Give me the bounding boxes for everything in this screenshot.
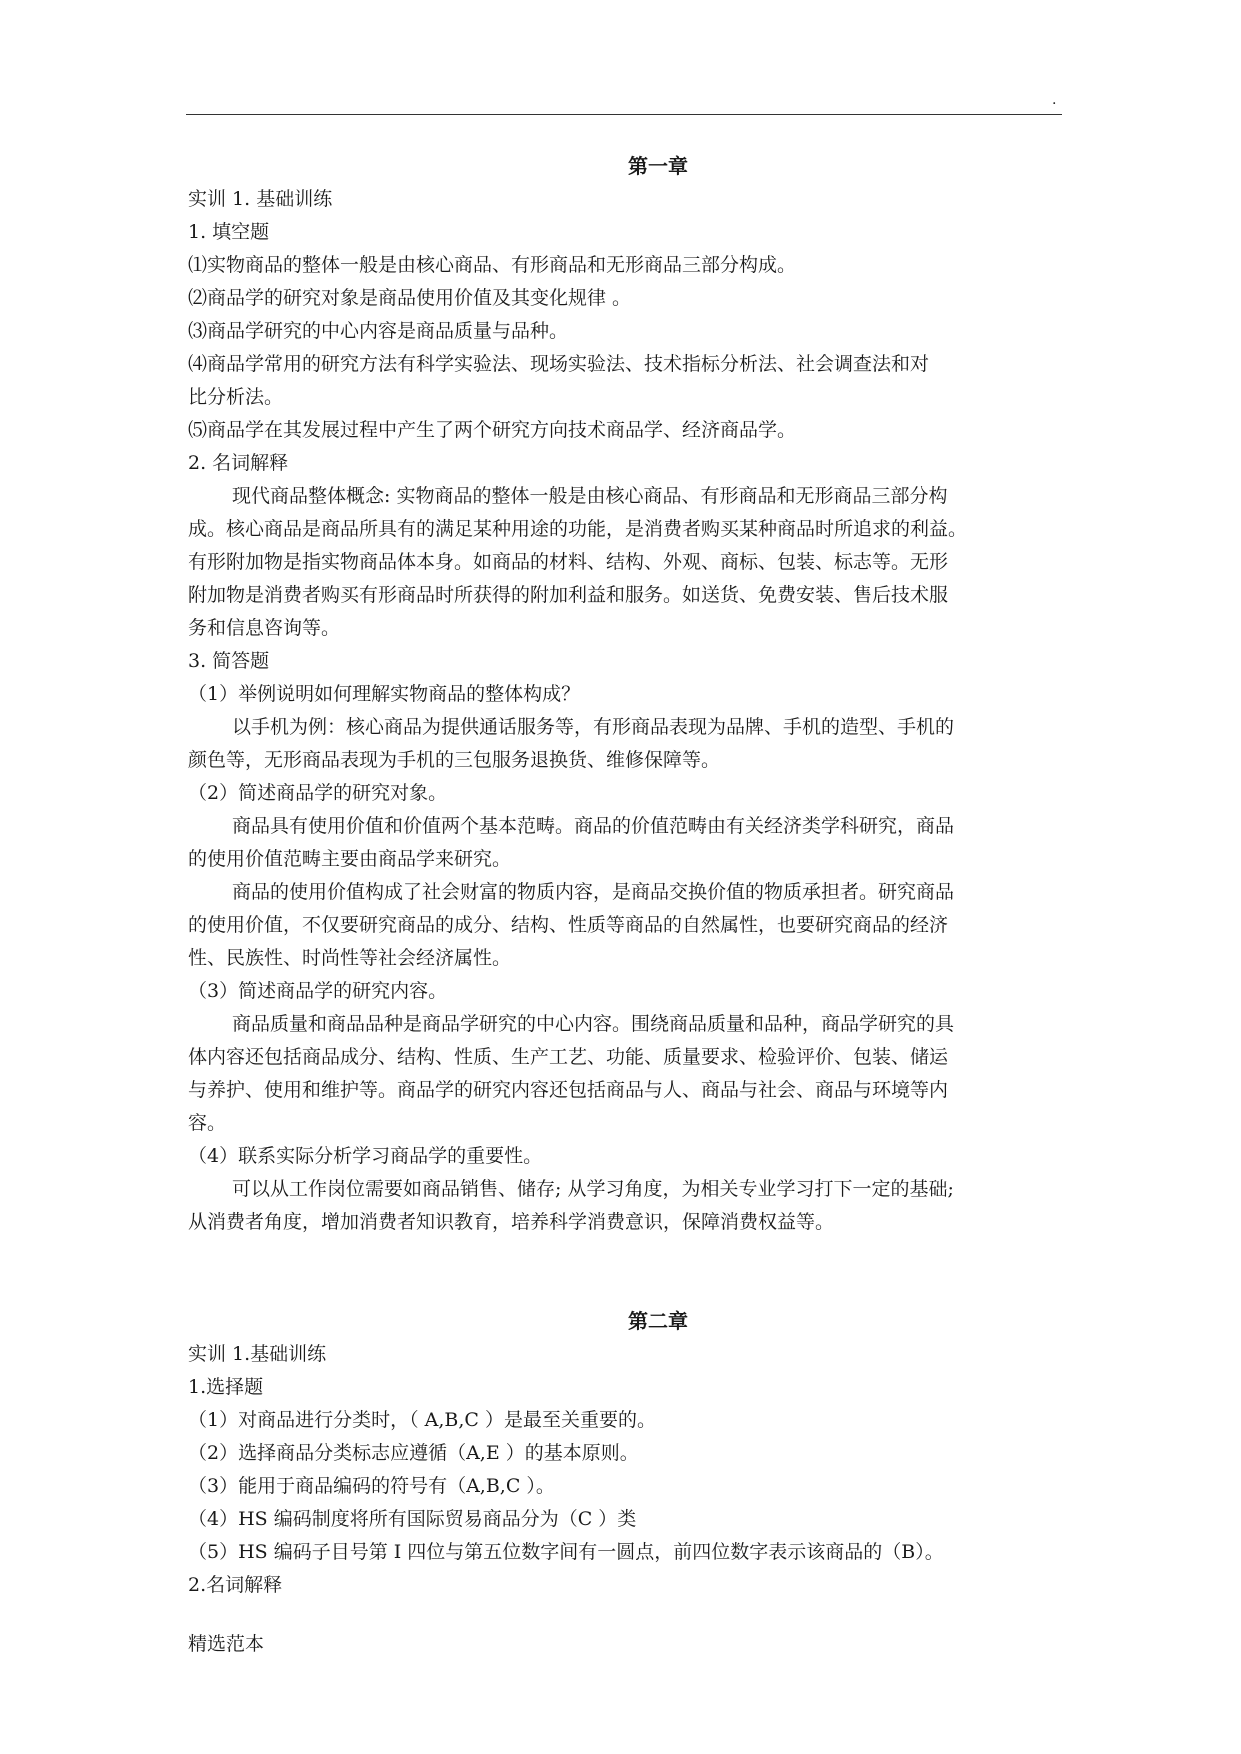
choice-item: （2）选择商品分类标志应遵循（A,E ）的基本原则。: [188, 1442, 639, 1464]
term-explanation-line: 有形附加物是指实物商品体本身。如商品的材料、结构、外观、商标、包装、标志等。无形: [188, 551, 949, 573]
choice-item: （5）HS 编码子目号第 I 四位与第五位数字间有一圆点，前四位数字表示该商品的（B）。: [188, 1541, 944, 1563]
term-explanation-heading: 2. 名词解释: [188, 452, 289, 474]
answer-3-line: 商品质量和商品品种是商品学研究的中心内容。围绕商品质量和品种，商品学研究的具: [232, 1013, 955, 1035]
answer-2-line: 商品具有使用价值和价值两个基本范畴。商品的价值范畴由有关经济类学科研究，商品: [232, 815, 955, 837]
footer-label: 精选范本: [188, 1633, 265, 1655]
chapter-2-training: 实训 1.基础训练: [188, 1343, 327, 1365]
answer-3-line: 与养护、使用和维护等。商品学的研究内容还包括商品与人、商品与社会、商品与环境等内: [188, 1079, 949, 1101]
question-2: （2）简述商品学的研究对象。: [188, 782, 448, 804]
fill-blank-item: ⑶商品学研究的中心内容是商品质量与品种。: [188, 320, 569, 342]
term-explanation-line: 成。核心商品是商品所具有的满足某种用途的功能，是消费者购买某种商品时所追求的利益。: [188, 518, 968, 540]
question-4: （4）联系实际分析学习商品学的重要性。: [188, 1145, 543, 1167]
header-dot: .: [1052, 92, 1057, 108]
answer-2-line: 的使用价值，不仅要研究商品的成分、结构、性质等商品的自然属性，也要研究商品的经济: [188, 914, 949, 936]
fill-blank-item: ⑷商品学常用的研究方法有科学实验法、现场实验法、技术指标分析法、社会调查法和对: [188, 353, 930, 375]
chapter-2-term-heading: 2.名词解释: [188, 1574, 283, 1596]
answer-2-line: 商品的使用价值构成了社会财富的物质内容，是商品交换价值的物质承担者。研究商品: [232, 881, 955, 903]
fill-blank-heading: 1. 填空题: [188, 221, 270, 243]
answer-2-line: 的使用价值范畴主要由商品学来研究。: [188, 848, 512, 870]
answer-2-line: 性、民族性、时尚性等社会经济属性。: [188, 947, 512, 969]
answer-3-line: 容。: [188, 1112, 227, 1134]
question-3: （3）简述商品学的研究内容。: [188, 980, 448, 1002]
document-body: [188, 150, 1068, 1602]
chapter-2-title: 第二章: [628, 1309, 688, 1333]
choice-item: （4）HS 编码制度将所有国际贸易商品分为（C ）类: [188, 1508, 637, 1530]
choice-item: （1）对商品进行分类时，（ A,B,C ）是最至关重要的。: [188, 1409, 656, 1431]
fill-blank-item: ⑵商品学的研究对象是商品使用价值及其变化规律 。: [188, 287, 632, 309]
answer-1-line: 以手机为例：核心商品为提供通话服务等，有形商品表现为品牌、手机的造型、手机的: [232, 716, 955, 738]
term-explanation-line: 务和信息咨询等。: [188, 617, 341, 639]
answer-1-line: 颜色等，无形商品表现为手机的三包服务退换货、维修保障等。: [188, 749, 721, 771]
chapter-1-training: 实训 1. 基础训练: [188, 188, 333, 210]
answer-3-line: 体内容还包括商品成分、结构、性质、生产工艺、功能、质量要求、检验评价、包装、储运: [188, 1046, 949, 1068]
chapter-spacer: [188, 1239, 1068, 1305]
fill-blank-item: 比分析法。: [188, 386, 284, 408]
question-1: （1）举例说明如何理解实物商品的整体构成？: [188, 683, 581, 705]
term-explanation-line: 附加物是消费者购买有形商品时所获得的附加利益和服务。如送货、免费安装、售后技术服: [188, 584, 949, 606]
choice-heading: 1.选择题: [188, 1376, 264, 1398]
answer-4-line: 从消费者角度，增加消费者知识教育，培养科学消费意识，保障消费权益等。: [188, 1211, 835, 1233]
short-answer-heading: 3. 简答题: [188, 650, 270, 672]
choice-item: （3）能用于商品编码的符号有（A,B,C ）。: [188, 1475, 555, 1497]
fill-blank-item: ⑸商品学在其发展过程中产生了两个研究方向技术商品学、经济商品学。: [188, 419, 797, 441]
answer-4-line: 可以从工作岗位需要如商品销售、储存; 从学习角度，为相关专业学习打下一定的基础;: [232, 1178, 954, 1200]
fill-blank-item: ⑴实物商品的整体一般是由核心商品、有形商品和无形商品三部分构成。: [188, 254, 797, 276]
chapter-1-title: 第一章: [628, 154, 688, 178]
header-divider: [186, 114, 1062, 115]
term-explanation-line: 现代商品整体概念: 实物商品的整体一般是由核心商品、有形商品和无形商品三部分构: [232, 485, 948, 507]
